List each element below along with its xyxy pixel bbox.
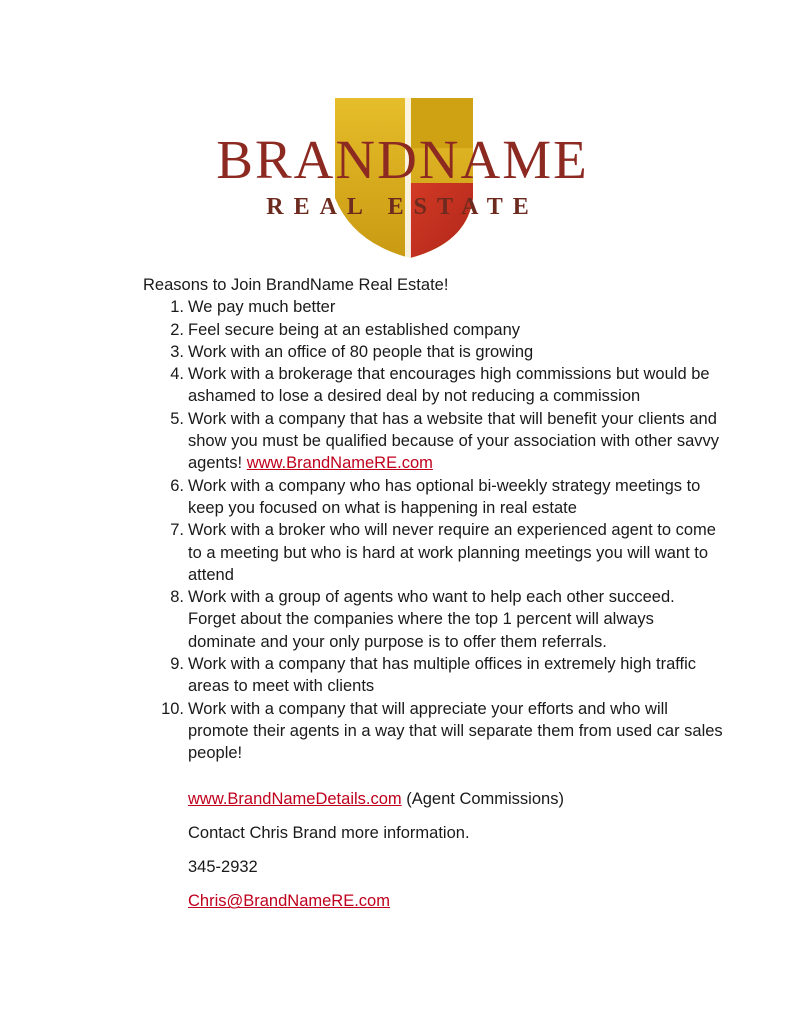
document-body (143, 274, 723, 925)
details-line (188, 788, 723, 810)
list-text: Work with a company that has a website that will benefit your clients and show you must be qualified because of your association with other savvy agents! (188, 409, 720, 473)
list-item (143, 296, 723, 318)
details-note: (Agent Commissions) (401, 789, 564, 808)
list-number: 10. (161, 699, 184, 718)
list-text: We pay much better (188, 298, 336, 317)
website-link[interactable]: www.BrandNameRE.com (246, 454, 433, 473)
list-text: Work with a group of agents who want to help each other succeed. Forget about the companies where the top 1 percent will always dominate and your only purpose is to offer them referrals. (188, 588, 675, 651)
list-item (143, 408, 723, 475)
reasons-list (143, 296, 723, 764)
list-number: 7. (170, 521, 184, 540)
list-item (143, 586, 723, 653)
list-text: Work with an office of 80 people that is growing (188, 342, 534, 361)
list-number: 9. (170, 655, 184, 674)
list-number: 3. (170, 342, 184, 361)
list-text: Work with a company that will appreciate your efforts and who will promote their agents in a way that will separate them from used car sales people! (188, 699, 723, 763)
page-heading: Reasons to Join BrandName Real Estate! (143, 276, 449, 294)
list-text: Work with a company that has multiple offices in extremely high traffic areas to meet with clients (188, 655, 697, 696)
list-item (143, 698, 723, 765)
contact-footer (188, 788, 723, 913)
list-number: 1. (170, 298, 184, 317)
list-number: 4. (170, 365, 184, 384)
list-text: Work with a brokerage that encourages high commissions but would be ashamed to lose a desired deal by not reducing a commission (188, 365, 710, 406)
email-line (188, 890, 723, 912)
email-link[interactable]: Chris@BrandNameRE.com (188, 892, 390, 911)
list-text: Work with a broker who will never require an experienced agent to come to a meeting but who is hard at work planning meetings you will want to attend (188, 521, 716, 584)
list-number: 6. (170, 476, 184, 495)
logo-subtitle: REAL ESTATE (266, 194, 539, 220)
list-item (143, 653, 723, 698)
list-text: Feel secure being at an established company (188, 320, 521, 339)
list-number: 8. (170, 588, 184, 607)
list-number: 5. (170, 409, 184, 428)
brand-logo (205, 98, 600, 258)
details-link[interactable]: www.BrandNameDetails.com (188, 789, 402, 808)
list-text: Work with a company who has optional bi-weekly strategy meetings to keep you focused on what is happening in real estate (188, 476, 701, 517)
list-item (143, 341, 723, 363)
logo-title: BRANDNAME (216, 129, 589, 190)
phone-number: 345-2932 (188, 858, 258, 877)
list-number: 2. (170, 320, 184, 339)
contact-text: Contact Chris Brand more information. (188, 823, 470, 842)
list-item (143, 319, 723, 341)
list-item (143, 519, 723, 586)
list-item (143, 363, 723, 408)
list-item (143, 475, 723, 520)
